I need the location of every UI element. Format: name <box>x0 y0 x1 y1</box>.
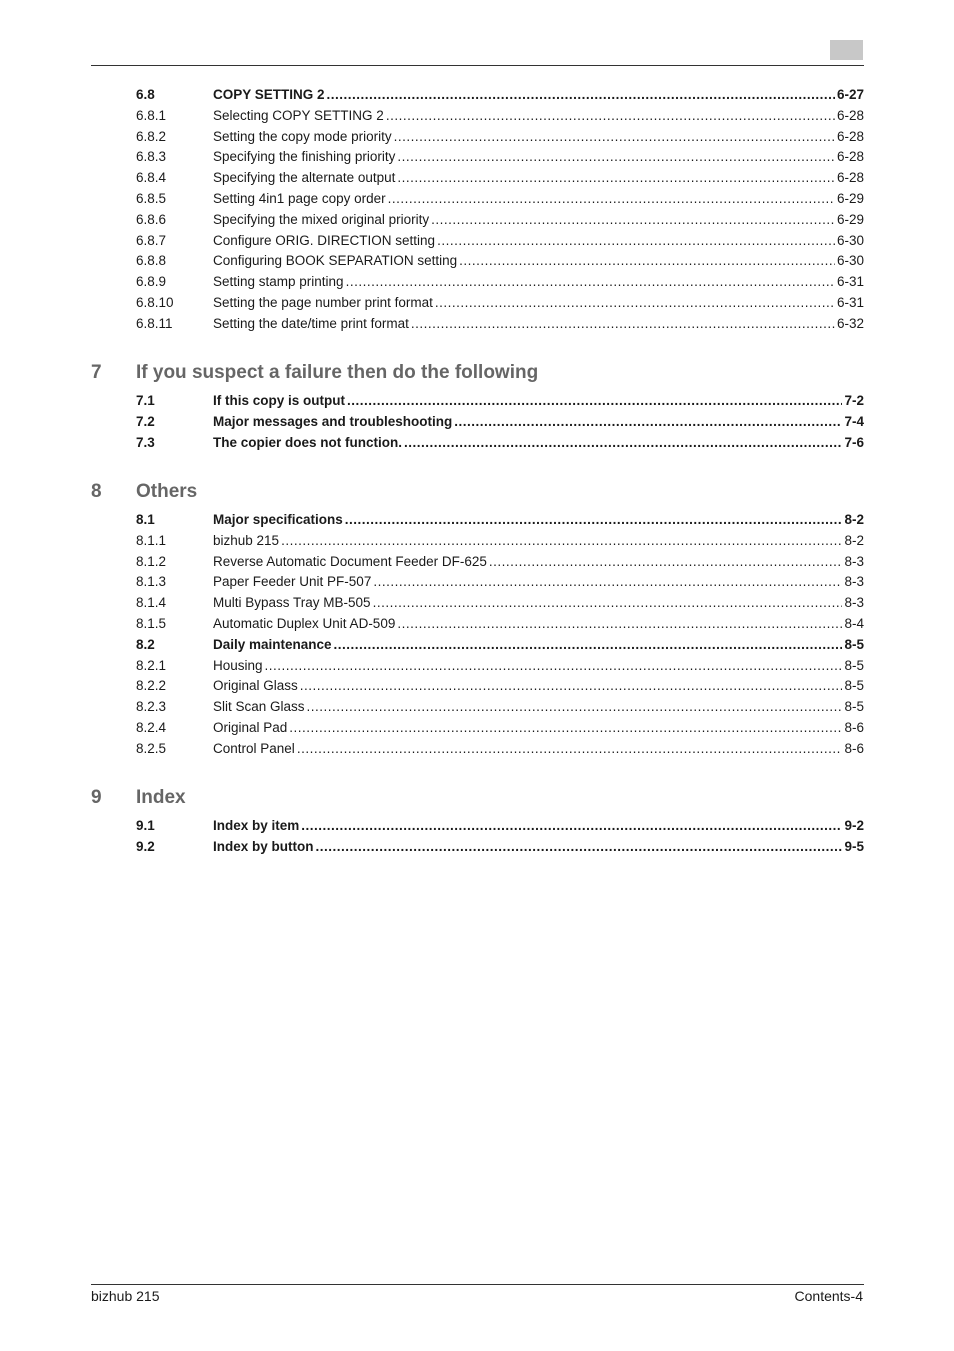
toc-entry-title: Original Glass <box>213 678 298 694</box>
toc-entry-number: 8.1.1 <box>136 532 167 548</box>
toc-dot-leader <box>307 697 843 717</box>
toc-entry[interactable] <box>136 510 864 530</box>
toc-entry[interactable] <box>136 531 864 551</box>
toc-entry-title: Control Panel <box>213 740 295 756</box>
toc-entry-title: Housing <box>213 657 263 673</box>
header-rule <box>91 65 864 66</box>
toc-entry[interactable] <box>136 656 864 676</box>
toc-dot-leader <box>347 391 842 411</box>
chapter-heading <box>91 479 864 505</box>
toc-dot-leader <box>373 572 842 592</box>
toc-entry-title: If this copy is output <box>213 393 345 408</box>
toc-entry-page: 7-2 <box>844 393 864 408</box>
toc-entry-number: 6.8 <box>136 87 155 102</box>
toc-entry-title: Multi Bypass Tray MB-505 <box>213 595 371 611</box>
toc-entry-title: bizhub 215 <box>213 532 280 548</box>
toc-dot-leader <box>411 314 835 334</box>
toc-entry[interactable] <box>136 816 864 836</box>
toc-dot-leader <box>327 85 835 105</box>
toc-dot-leader <box>281 531 842 551</box>
toc-entry-title: Configuring BOOK SEPARATION setting <box>213 253 458 269</box>
toc-entry[interactable] <box>136 189 864 209</box>
toc-entry-number: 8.2 <box>136 636 155 652</box>
toc-dot-leader <box>459 251 835 271</box>
toc-entry-title: Daily maintenance <box>213 636 332 652</box>
toc-dot-leader <box>265 656 843 676</box>
toc-entry-number: 8.2.5 <box>136 740 167 756</box>
chapter-title: If you suspect a failure then do the following <box>136 362 539 383</box>
toc-entry-page: 8-4 <box>844 616 864 631</box>
toc-entry-number: 6.8.4 <box>136 170 167 186</box>
toc-entry-number: 8.2.2 <box>136 678 167 694</box>
toc-entry-page: 8-6 <box>844 740 864 756</box>
toc-dot-leader <box>301 816 842 836</box>
toc-entry[interactable] <box>136 231 864 251</box>
toc-dot-leader <box>346 272 835 292</box>
toc-dot-leader <box>300 676 843 696</box>
toc-entry-page: 6-30 <box>836 253 864 269</box>
toc-entry-title: Index by button <box>213 838 314 854</box>
toc-entry[interactable] <box>136 837 864 857</box>
toc-entry[interactable] <box>136 293 864 313</box>
toc-entry-number: 9.2 <box>136 838 155 854</box>
toc-entry[interactable] <box>136 718 864 738</box>
toc-entry-number: 6.8.2 <box>136 128 167 144</box>
header-tab-marker <box>830 40 863 60</box>
toc-entry-number: 6.8.10 <box>136 295 174 310</box>
toc-dot-leader <box>397 147 835 167</box>
toc-entry[interactable] <box>136 106 864 126</box>
toc-entry-page: 6-28 <box>836 170 864 186</box>
toc-entry-title: Setting stamp printing <box>213 274 344 290</box>
toc-entry[interactable] <box>136 614 864 634</box>
chapter-heading <box>91 360 864 386</box>
chapter-heading <box>91 785 864 811</box>
toc-entry-number: 7.1 <box>136 393 155 408</box>
toc-entry[interactable] <box>136 168 864 188</box>
toc-dot-leader <box>334 635 843 655</box>
toc-entry-number: 6.8.11 <box>136 315 173 331</box>
toc-entry-page: 6-29 <box>836 191 864 206</box>
toc-entry-number: 6.8.1 <box>136 107 167 123</box>
chapter-number: 9 <box>91 787 102 808</box>
toc-dot-leader <box>297 739 843 759</box>
footer-product-name: bizhub 215 <box>91 1288 160 1304</box>
toc-entry-number: 6.8.6 <box>136 211 167 227</box>
chapter-title: Others <box>136 481 198 502</box>
toc-entry-number: 8.1.2 <box>136 553 167 569</box>
toc-entry-number: 6.8.9 <box>136 274 167 290</box>
toc-entry-title: Setting the copy mode priority <box>213 128 392 144</box>
toc-entry[interactable] <box>136 739 864 759</box>
toc-entry[interactable] <box>136 127 864 147</box>
toc-entry[interactable] <box>136 251 864 271</box>
toc-entry[interactable] <box>136 697 864 717</box>
toc-entry[interactable] <box>136 272 864 292</box>
toc-entry-page: 8-5 <box>844 636 864 652</box>
toc-dot-leader <box>394 127 835 147</box>
toc-entry-page: 8-3 <box>844 553 864 569</box>
toc-dot-leader <box>489 552 843 572</box>
toc-entry[interactable] <box>136 412 864 432</box>
chapter-number: 7 <box>91 362 102 383</box>
toc-entry-page: 7-4 <box>844 413 864 429</box>
toc-entry-title: Setting the date/time print format <box>213 315 409 331</box>
toc-entry-page: 8-2 <box>844 532 864 548</box>
toc-entry-page: 6-29 <box>836 211 864 227</box>
toc-entry-title: Slit Scan Glass <box>213 699 305 715</box>
toc-entry-title: Specifying the alternate output <box>213 170 396 186</box>
toc-entry[interactable] <box>136 433 864 453</box>
toc-dot-leader <box>404 433 842 453</box>
toc-dot-leader <box>386 106 835 126</box>
toc-entry-number: 8.1 <box>136 512 155 527</box>
footer-rule <box>91 1284 864 1285</box>
toc-entry-page: 8-5 <box>844 699 864 715</box>
toc-entry-title: Automatic Duplex Unit AD-509 <box>213 616 396 631</box>
toc-entry[interactable] <box>136 676 864 696</box>
toc-entry-number: 8.2.1 <box>136 657 167 673</box>
toc-entry[interactable] <box>136 147 864 167</box>
toc-entry-number: 8.1.4 <box>136 595 167 611</box>
toc-entry-number: 6.8.3 <box>136 149 167 165</box>
toc-entry-page: 9-2 <box>844 818 864 833</box>
toc-entry[interactable] <box>136 572 864 592</box>
toc-entry-title: Selecting COPY SETTING 2 <box>213 107 384 123</box>
toc-entry-number: 8.2.4 <box>136 720 167 735</box>
toc-entry[interactable] <box>136 314 864 334</box>
toc-entry-page: 9-5 <box>844 838 864 854</box>
toc-entry-number: 8.2.3 <box>136 699 167 715</box>
toc-entry-page: 8-5 <box>844 657 864 673</box>
toc-dot-leader <box>397 168 835 188</box>
toc-entry[interactable] <box>136 635 864 655</box>
toc-entry-title: Specifying the mixed original priority <box>213 211 430 227</box>
toc-entry-title: Original Pad <box>213 720 288 735</box>
toc-dot-leader <box>316 837 843 857</box>
toc-entry-title: Setting 4in1 page copy order <box>213 191 386 206</box>
toc-entry-number: 7.2 <box>136 413 155 429</box>
toc-entry-title: Major specifications <box>213 512 343 527</box>
toc-entry-page: 8-3 <box>844 595 864 611</box>
toc-entry-page: 7-6 <box>844 434 864 450</box>
toc-entry-page: 6-32 <box>836 315 864 331</box>
toc-entry-title: Index by item <box>213 818 300 833</box>
toc-entry[interactable] <box>136 391 864 411</box>
toc-entry-number: 8.1.5 <box>136 616 167 631</box>
toc-entry-number: 6.8.5 <box>136 191 167 206</box>
toc-entry[interactable] <box>136 552 864 572</box>
toc-entry-title: The copier does not function. <box>213 434 402 450</box>
toc-dot-leader <box>435 293 835 313</box>
toc-dot-leader <box>289 718 842 738</box>
toc-entry-number: 7.3 <box>136 434 155 450</box>
toc-entry-title: Configure ORIG. DIRECTION setting <box>213 232 436 248</box>
toc-dot-leader <box>454 412 842 432</box>
toc-entry-page: 6-28 <box>836 128 864 144</box>
toc-entry-title: Setting the page number print format <box>213 295 433 310</box>
toc-entry-number: 6.8.8 <box>136 253 167 269</box>
toc-entry-page: 8-5 <box>844 678 864 694</box>
toc-entry-page: 6-31 <box>836 274 864 290</box>
toc-entry-title: Paper Feeder Unit PF-507 <box>213 574 372 590</box>
toc-dot-leader <box>388 189 835 209</box>
toc-entry-title: Major messages and troubleshooting <box>213 413 453 429</box>
toc-entry-title: COPY SETTING 2 <box>213 87 325 102</box>
toc-entry-page: 6-28 <box>836 107 864 123</box>
toc-entry-page: 8-3 <box>844 574 864 590</box>
toc-dot-leader <box>373 593 843 613</box>
footer-page-label: Contents-4 <box>794 1288 863 1304</box>
toc-dot-leader <box>345 510 843 530</box>
toc-entry[interactable] <box>136 85 864 105</box>
toc-entry-page: 8-2 <box>844 512 864 527</box>
toc-entry-page: 8-6 <box>844 720 864 735</box>
toc-entry[interactable] <box>136 593 864 613</box>
toc-entry-title: Reverse Automatic Document Feeder DF-625 <box>213 553 487 569</box>
toc-entry-title: Specifying the finishing priority <box>213 149 396 165</box>
chapter-title: Index <box>136 787 186 808</box>
toc-entry-number: 9.1 <box>136 818 155 833</box>
toc-dot-leader <box>437 231 835 251</box>
toc-entry-page: 6-28 <box>836 149 864 165</box>
toc-dot-leader <box>431 210 835 230</box>
toc-entry[interactable] <box>136 210 864 230</box>
toc-entry-page: 6-30 <box>836 232 864 248</box>
toc-entry-number: 8.1.3 <box>136 574 167 590</box>
toc-entry-page: 6-27 <box>836 87 864 102</box>
toc-dot-leader <box>397 614 842 634</box>
toc-entry-page: 6-31 <box>836 295 864 310</box>
toc-entry-number: 6.8.7 <box>136 232 167 248</box>
chapter-number: 8 <box>91 481 102 502</box>
